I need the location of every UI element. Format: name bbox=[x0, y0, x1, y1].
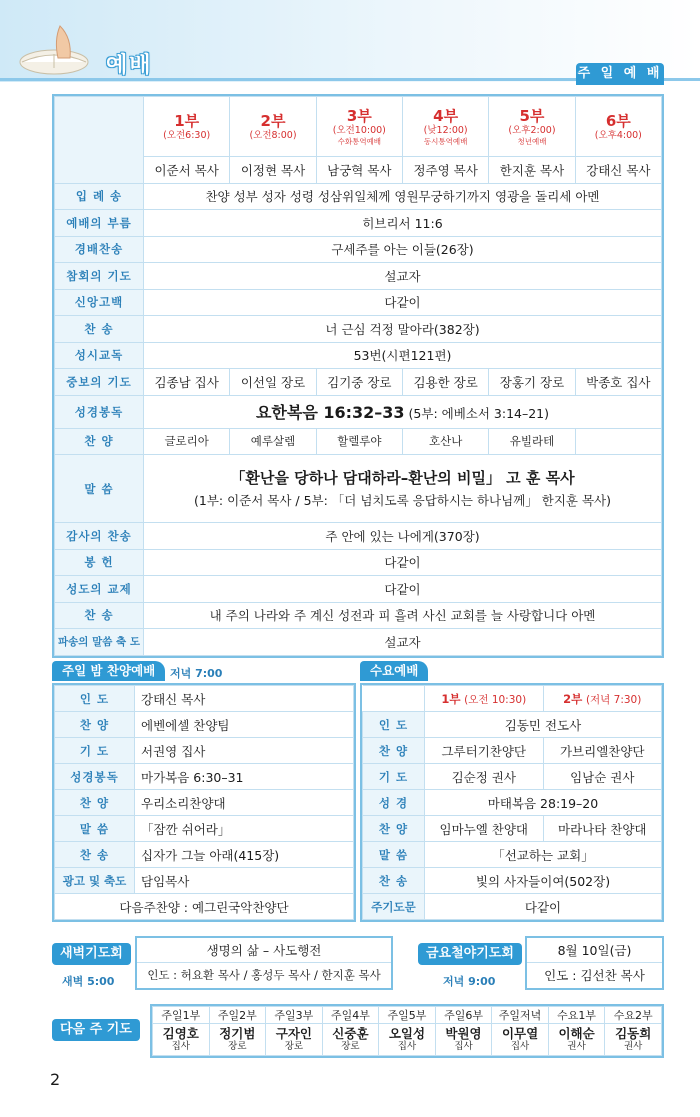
prayer-person: 이해순 권사 bbox=[548, 1024, 605, 1056]
row-value: 우리소리찬양대 bbox=[135, 790, 354, 816]
service-3-header: 3부 (오전10:00) 수화통역예배 bbox=[316, 97, 402, 157]
intercessor: 장홍기 장로 bbox=[489, 369, 575, 396]
row-label: 말 씀 bbox=[363, 842, 425, 868]
evening-worship-table bbox=[52, 683, 356, 922]
row-label: 말 씀 bbox=[55, 816, 135, 842]
anthem: 예루살렘 bbox=[230, 428, 316, 455]
row-value: 그루터기찬양단 bbox=[425, 738, 544, 764]
row-value: 「잠깐 쉬어라」 bbox=[135, 816, 354, 842]
sermon: 「환난을 당하나 담대하라–환난의 비밀」 고 훈 목사 (1부: 이준서 목사 / 5부: 「더 넘치도록 응답하시는 하나님께」 한지훈 목사) bbox=[144, 455, 662, 523]
row-label: 참회의 기도 bbox=[55, 263, 144, 290]
service-5-header: 5부 (오후2:00) 청년예배 bbox=[489, 97, 575, 157]
evening-worship-tag: 주일 밤 찬양예배 bbox=[52, 661, 165, 681]
anthem: 할렐루야 bbox=[316, 428, 402, 455]
row-value: 설교자 bbox=[144, 629, 662, 656]
row-label: 성시교독 bbox=[55, 342, 144, 369]
row-label: 광고 및 축도 bbox=[55, 868, 135, 894]
intercessor: 이선일 장로 bbox=[230, 369, 316, 396]
service-2-header: 2부 (오전8:00) bbox=[230, 97, 316, 157]
friday-prayer-leader: 인도 : 김선찬 목사 bbox=[544, 968, 645, 983]
row-label: 인 도 bbox=[55, 686, 135, 712]
service-2-pastor: 이정현 목사 bbox=[230, 157, 316, 184]
corner-cell bbox=[363, 686, 425, 712]
row-value: 너 근심 걱정 말아라(382장) bbox=[144, 316, 662, 343]
prayer-day: 주일4부 bbox=[322, 1007, 379, 1024]
intercessor: 박종호 집사 bbox=[575, 369, 661, 396]
praying-hands-bible-icon bbox=[14, 18, 94, 78]
row-value: 주 안에 있는 나에게(370장) bbox=[144, 523, 662, 550]
wednesday-worship-tag: 수요예배 bbox=[360, 661, 428, 681]
row-label: 인 도 bbox=[363, 712, 425, 738]
service-1-pastor: 이준서 목사 bbox=[144, 157, 230, 184]
row-label: 감사의 찬송 bbox=[55, 523, 144, 550]
row-value: 다같이 bbox=[144, 576, 662, 603]
row-label: 찬 양 bbox=[363, 738, 425, 764]
row-label: 찬 송 bbox=[55, 602, 144, 629]
row-value: 구세주를 아는 이들(26장) bbox=[144, 236, 662, 263]
sunday-worship-tag: 주 일 예 배 bbox=[576, 63, 664, 85]
service-4-header: 4부 (낮12:00) 동시통역예배 bbox=[402, 97, 488, 157]
prayer-day: 주일3부 bbox=[266, 1007, 323, 1024]
page-title: 예배 bbox=[106, 53, 153, 78]
prayer-day: 주일저녁 bbox=[492, 1007, 549, 1024]
row-label: 예배의 부름 bbox=[55, 210, 144, 237]
corner-cell bbox=[55, 97, 144, 184]
row-label: 찬 양 bbox=[363, 816, 425, 842]
row-value: 에벤에셀 찬양팀 bbox=[135, 712, 354, 738]
row-label: 입 례 송 bbox=[55, 183, 144, 210]
service-6-pastor: 강태신 목사 bbox=[575, 157, 661, 184]
friday-prayer-tag: 금요철야기도회 bbox=[418, 943, 522, 965]
row-value: 다같이 bbox=[144, 289, 662, 316]
friday-prayer-box bbox=[525, 936, 664, 990]
sunday-worship-table bbox=[52, 94, 664, 658]
row-value: 다같이 bbox=[144, 549, 662, 576]
row-value: 찬양 성부 성자 성령 성삼위일체께 영원무궁하기까지 영광을 돌리세 아멘 bbox=[144, 183, 662, 210]
row-value: 마태복음 28:19–20 bbox=[425, 790, 662, 816]
row-label: 주기도문 bbox=[363, 894, 425, 920]
prayer-day: 수요2부 bbox=[605, 1007, 662, 1024]
row-label: 성도의 교제 bbox=[55, 576, 144, 603]
row-label: 봉 헌 bbox=[55, 549, 144, 576]
intercessor: 김종남 집사 bbox=[144, 369, 230, 396]
row-value: 강태신 목사 bbox=[135, 686, 354, 712]
row-label: 찬 양 bbox=[55, 428, 144, 455]
dawn-prayer-box bbox=[135, 936, 393, 990]
prayer-person: 구자인 장로 bbox=[266, 1024, 323, 1056]
anthem: 호산나 bbox=[402, 428, 488, 455]
row-value: 마가복음 6:30–31 bbox=[135, 764, 354, 790]
row-label: 찬 송 bbox=[55, 842, 135, 868]
row-label: 기 도 bbox=[363, 764, 425, 790]
wednesday-worship-table bbox=[360, 683, 664, 922]
row-value: 임남순 권사 bbox=[543, 764, 662, 790]
evening-worship-time: 저녁 7:00 bbox=[170, 667, 223, 680]
row-label: 기 도 bbox=[55, 738, 135, 764]
intercessor: 김기중 장로 bbox=[316, 369, 402, 396]
friday-prayer-time: 저녁 9:00 bbox=[443, 975, 496, 988]
prayer-day: 주일5부 bbox=[379, 1007, 436, 1024]
row-label: 경배찬송 bbox=[55, 236, 144, 263]
row-value: 김동민 전도사 bbox=[425, 712, 662, 738]
intercessor: 김용한 장로 bbox=[402, 369, 488, 396]
row-label: 찬 송 bbox=[55, 316, 144, 343]
row-label: 성 경 bbox=[363, 790, 425, 816]
row-value: 담임목사 bbox=[135, 868, 354, 894]
dawn-prayer-time: 새벽 5:00 bbox=[62, 975, 115, 988]
prayer-day: 주일6부 bbox=[435, 1007, 492, 1024]
row-label: 찬 양 bbox=[55, 790, 135, 816]
row-value: 서권영 집사 bbox=[135, 738, 354, 764]
row-value: 설교자 bbox=[144, 263, 662, 290]
wed-2nd-header: 2부 (저녁 7:30) bbox=[543, 686, 662, 712]
row-label: 성경봉독 bbox=[55, 395, 144, 428]
service-1-header: 1부 (오전6:30) bbox=[144, 97, 230, 157]
row-label: 신앙고백 bbox=[55, 289, 144, 316]
wed-1st-header: 1부 (오전 10:30) bbox=[425, 686, 544, 712]
row-value: 가브리엘찬양단 bbox=[543, 738, 662, 764]
prayer-person: 김동희 권사 bbox=[605, 1024, 662, 1056]
prayer-person: 박원영 집사 bbox=[435, 1024, 492, 1056]
row-label: 파송의 말씀 축 도 bbox=[55, 629, 144, 656]
row-value: 십자가 그늘 아래(415장) bbox=[135, 842, 354, 868]
prayer-person: 오일성 집사 bbox=[379, 1024, 436, 1056]
next-week-prayer-table bbox=[150, 1004, 664, 1058]
dawn-prayer-leaders: 인도 : 허요환 목사 / 홍성두 목사 / 한지훈 목사 bbox=[147, 968, 381, 982]
service-6-header: 6부 (오후4:00) bbox=[575, 97, 661, 157]
scripture-reading: 요한복음 16:32–33 (5부: 에베소서 3:14–21) bbox=[144, 395, 662, 428]
row-value: 내 주의 나라와 주 계신 성전과 피 흘려 사신 교회를 늘 사랑합니다 아멘 bbox=[144, 602, 662, 629]
row-label: 찬 송 bbox=[363, 868, 425, 894]
row-value: 히브리서 11:6 bbox=[144, 210, 662, 237]
page-number: 2 bbox=[50, 1070, 61, 1089]
row-value: 빛의 사자들이여(502장) bbox=[425, 868, 662, 894]
service-3-pastor: 남궁혁 목사 bbox=[316, 157, 402, 184]
row-value: 53번(시편121편) bbox=[144, 342, 662, 369]
dawn-prayer-tag: 새벽기도회 bbox=[52, 943, 131, 965]
prayer-person: 김영호 집사 bbox=[153, 1024, 210, 1056]
anthem bbox=[575, 428, 661, 455]
prayer-day: 수요1부 bbox=[548, 1007, 605, 1024]
dawn-prayer-title: 생명의 삶 – 사도행전 bbox=[137, 938, 391, 963]
prayer-person: 이무열 집사 bbox=[492, 1024, 549, 1056]
row-value: 김순정 권사 bbox=[425, 764, 544, 790]
anthem: 글로리아 bbox=[144, 428, 230, 455]
row-label: 말 씀 bbox=[55, 455, 144, 523]
row-value: 다같이 bbox=[425, 894, 662, 920]
prayer-person: 신중훈 장로 bbox=[322, 1024, 379, 1056]
row-value: 「선교하는 교회」 bbox=[425, 842, 662, 868]
anthem: 유빌라테 bbox=[489, 428, 575, 455]
prayer-day: 주일1부 bbox=[153, 1007, 210, 1024]
row-value: 임마누엘 찬양대 bbox=[425, 816, 544, 842]
service-5-pastor: 한지훈 목사 bbox=[489, 157, 575, 184]
service-4-pastor: 정주영 목사 bbox=[402, 157, 488, 184]
prayer-person: 정기범 장로 bbox=[209, 1024, 266, 1056]
friday-prayer-date: 8월 10일(금) bbox=[527, 938, 662, 963]
row-label: 성경봉독 bbox=[55, 764, 135, 790]
next-week-prayer-tag: 다음 주 기도 bbox=[52, 1019, 140, 1041]
row-label: 찬 양 bbox=[55, 712, 135, 738]
next-week-praise: 다음주찬양 : 예그린국악찬양단 bbox=[55, 894, 354, 920]
row-label: 중보의 기도 bbox=[55, 369, 144, 396]
prayer-day: 주일2부 bbox=[209, 1007, 266, 1024]
row-value: 마라나타 찬양대 bbox=[543, 816, 662, 842]
